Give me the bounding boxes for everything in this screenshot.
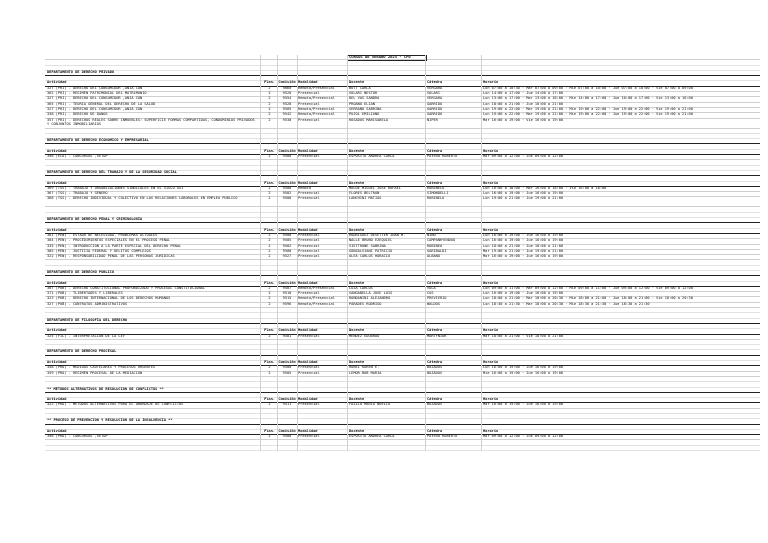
header-actividad: Actividad: [47, 360, 67, 365]
cell-horario: Mar 18:00 a 21:00 · Vie 18:00 a 21:00: [483, 333, 564, 338]
cell-horario: Lun 18:00 a 21:00 · Jue 18:00 a 21:00: [483, 243, 564, 248]
cell-horario: Lun 16:00 a 18:00 · Mar 16:00 a 18:00 · Vie 16:00 a 18:00: [483, 185, 607, 190]
header-actividad: Actividad: [47, 397, 67, 402]
header-catedra: Cátedra: [427, 148, 443, 153]
header-modalidad: Modalidad: [298, 180, 318, 185]
header-plan: Plan.: [264, 80, 275, 85]
cell-plan: 2: [268, 154, 271, 159]
cell-docente: SERRANO SABRINA: [349, 106, 382, 111]
cell-comision: 9530: [282, 117, 292, 122]
header-horario: Horario: [483, 180, 499, 185]
header-docente: Docente: [349, 280, 365, 285]
cell-horario: Lun 09:00 a 11:00 · Mar 09:00 a 12:00 · Mie 09:00 a 11:00 · Jue 09:00 a 12:00 · Vie 09:00 a 12:00: [483, 285, 693, 290]
header-comision: Comisión: [278, 227, 296, 232]
header-comision: Comisión: [278, 360, 296, 365]
header-docente: Docente: [349, 148, 365, 153]
section-name: DEPARTAMENTO DE FILOSOFÍA DEL DERECHO: [47, 317, 128, 322]
cell-comision: 9500: [282, 434, 292, 439]
cell-comision: 9528: [282, 101, 292, 106]
header-horario: Horario: [483, 397, 499, 402]
cell-comision: 9527: [282, 254, 292, 259]
header-horario: Horario: [483, 148, 499, 153]
header-plan: Plan.: [264, 328, 275, 333]
cell-horario: Lun 07:00 a 10:30 · Mar 07:00 a 09:00 · Mie 07:00 a 10:00 · Jue 07:00 a 10:00 · Vie 07:00 a 09:00: [483, 85, 693, 90]
cell-comision: 9554: [282, 96, 292, 101]
cell-modalidad: Presencial: [298, 243, 320, 248]
cell-catedra: ALBANO: [427, 254, 440, 259]
cell-docente: OLEA CARLOS HORACIO: [349, 254, 391, 259]
cell-modalidad: Remota/Presencial: [298, 112, 335, 117]
cell-comision: 9510: [282, 291, 292, 296]
cell-horario: Mar 09:00 a 12:00 · Jue 09:00 a 12:00: [483, 154, 564, 159]
header-plan: Plan.: [264, 227, 275, 232]
cell-horario: Lun 13:00 a 17:00 · Mar 13:00 a 16:00 · Mie 14:00 a 17:00 · Jue 10:00 a 17:00 · Vie 13:00 a 16:00: [483, 96, 693, 101]
cell-docente: FLORES BELTRÁN: [349, 191, 380, 196]
cell-catedra: GARRIDO: [427, 112, 443, 117]
cell-docente: LEMOR BOB MARIA: [349, 370, 382, 375]
header-comision: Comisión: [278, 80, 296, 85]
header-actividad: Actividad: [47, 328, 67, 333]
cell-actividad: 323 (PUB) - DERECHO INTERNACIONAL DE LOS DERECHOS HUMANOS: [47, 296, 171, 301]
cell-actividad: 322 (PRO) - MÉTODOS ALTERNATIVOS PARA EL ABORDAJE DE CONFLICTOS: [47, 402, 184, 407]
header-docente: Docente: [349, 397, 365, 402]
cell-horario: Mar 09:00 a 12:00 · Jue 09:00 a 12:00: [483, 434, 564, 439]
cell-catedra: BOZADOS: [427, 370, 443, 375]
cell-horario: Mar 16:00 a 19:00 · Jue 16:00 a 19:00: [483, 402, 564, 407]
cell-docente: MALDE MIGUEL JOSE RAFAEL: [349, 185, 401, 190]
header-actividad: Actividad: [47, 428, 67, 433]
cell-modalidad: Presencial: [298, 291, 320, 296]
header-modalidad: Modalidad: [298, 428, 318, 433]
cell-catedra: SOLARI: [427, 91, 440, 96]
cell-comision: 9515: [282, 296, 292, 301]
cell-horario: Lun 18:00 a 21:00 · Jue 18:00 a 21:00: [483, 101, 564, 106]
cell-modalidad: Presencial: [298, 101, 320, 106]
cell-modalidad: Remota/Presencial: [298, 85, 335, 90]
header-catedra: Cátedra: [427, 428, 443, 433]
cell-catedra: WALDOS: [427, 301, 440, 306]
cell-plan: 2: [268, 285, 271, 290]
cell-actividad: 371 (PUB) - TLIBERTADES Y LIBERALES: [47, 291, 123, 296]
cell-comision: 9500: [282, 248, 292, 253]
cell-docente: MENDEZ EDUARDO: [349, 333, 380, 338]
header-horario: Horario: [483, 428, 499, 433]
cell-catedra: SIMONDELLI: [427, 191, 449, 196]
cell-docente: DEL VAS SANDRA: [349, 96, 380, 101]
blank-row: [45, 446, 760, 451]
cell-actividad: 384 (PEN) - PROCEDIMIENTOS ESPECIALES EN EL PROCESO PENAL: [47, 238, 171, 243]
cell-catedra: RUBINELO: [427, 196, 445, 201]
cell-modalidad: Presencial: [298, 434, 320, 439]
cell-docente: SANGABELLA JOSE LUIS: [349, 291, 393, 296]
cell-catedra: ROBINEO: [427, 243, 443, 248]
cell-modalidad: Presencial: [298, 196, 320, 201]
cell-catedra: GARRIDO: [427, 101, 443, 106]
header-comision: Comisión: [278, 428, 296, 433]
cell-horario: Lun 18:00 a 21:00 · Mar 18:00 a 20:30 · Mie 18:00 a 21:00 · Jue 18:00 a 21:00 · Vie 18:00 a 20:30: [483, 296, 693, 301]
header-modalidad: Modalidad: [298, 360, 318, 365]
header-catedra: Cátedra: [427, 280, 443, 285]
cell-catedra: MARTYNIUK: [427, 333, 447, 338]
cell-catedra: GARRIDO: [427, 106, 443, 111]
cell-comision: 9511: [282, 402, 292, 407]
cell-plan: 2: [268, 254, 271, 259]
cell-modalidad: Presencial: [298, 191, 320, 196]
cell-catedra: PAYERO ROBERTO: [427, 434, 458, 439]
cell-comision: 9500: [282, 365, 292, 370]
section-name: DEPARTAMENTO DE DERECHO PROCESAL: [47, 349, 117, 354]
cell-plan: 2: [268, 101, 271, 106]
cell-horario: Lun 14:00 a 17:00 · Jue 14:00 a 17:00: [483, 91, 564, 96]
cell-catedra: VERGARA: [427, 85, 443, 90]
cell-catedra: VERGARA: [427, 96, 443, 101]
cell-modalidad: Presencial: [298, 117, 320, 122]
cell-comision: 9542: [282, 112, 292, 117]
header-docente: Docente: [349, 328, 365, 333]
cell-comision: 9060: [282, 85, 292, 90]
cell-actividad: 362 (PRI) - REGIMEN PATRIMONIAL DEL MATRIMONIO: [47, 91, 147, 96]
cell-horario: Lun 19:00 a 22:00 · Mar 19:00 a 21:00 · Mie 19:00 a 22:00 · Jue 19:00 a 22:00 · Vie 19:00 a 21:00: [483, 112, 693, 117]
header-comision: Comisión: [278, 148, 296, 153]
cell-docente: PROANO ELIAN: [349, 101, 375, 106]
cell-comision: 9507: [282, 285, 292, 290]
cell-docente: BOTT CARLA: [349, 85, 371, 90]
cell-comision: 9502: [282, 243, 292, 248]
cell-catedra: BOZADOS: [427, 402, 443, 407]
cell-docente: RODRIGUEZ DESETTER JUAN M.: [349, 232, 406, 237]
header-actividad: Actividad: [47, 80, 67, 85]
header-modalidad: Modalidad: [298, 227, 318, 232]
cell-actividad: 398 (PRO) - CONCURSOS ,SETOP: [47, 434, 108, 439]
cell-modalidad: Remota/Presencial: [298, 285, 335, 290]
cell-plan: 2: [268, 185, 271, 190]
cell-catedra: NIPER: [427, 117, 438, 122]
cell-actividad: 307 (PUB) - DERECHO CONSTITUCIONAL PROFUNDIZADO Y PROCESAL CONSTITUCIONAL: [47, 285, 205, 290]
cell-docente: PARADES RODRIGO: [349, 301, 382, 306]
cell-comision: 9596: [282, 301, 292, 306]
header-comision: Comisión: [278, 180, 296, 185]
cell-actividad: 327 (PUB) - CONTRATOS ADMINISTRATIVOS: [47, 301, 128, 306]
cell-comision: 9502: [282, 191, 292, 196]
cell-modalidad: Presencial: [298, 248, 320, 253]
header-horario: Horario: [483, 328, 499, 333]
header-catedra: Cátedra: [427, 180, 443, 185]
cell-modalidad: Remota/Presencial: [298, 106, 335, 111]
cell-actividad: 325 (FIL) - INTERPRETACIÓN DE LA LEY: [47, 333, 125, 338]
cell-horario: Mar 19:00 a 21:00 · Jue 19:00 a 21:00: [483, 248, 564, 253]
cell-modalidad: Presencial: [298, 91, 320, 96]
header-plan: Plan.: [264, 397, 275, 402]
cell-modalidad: Presencial: [298, 154, 320, 159]
cell-docente: PUJOL EMILIANO: [349, 112, 380, 117]
cell-docente: ROBEL KAREN E.: [349, 365, 380, 370]
cell-actividad: 358 (PRO) - MEDIDAS CAUTELARES Y PROCESOS URGENTES: [47, 365, 156, 370]
header-comision: Comisión: [278, 397, 296, 402]
header-actividad: Actividad: [47, 148, 67, 153]
cell-comision: 9500: [282, 232, 292, 237]
header-actividad: Actividad: [47, 280, 67, 285]
header-comision: Comisión: [278, 280, 296, 285]
cell-docente: NALLE BRUNO EZEQUIEL: [349, 238, 393, 243]
cell-plan: 2: [268, 370, 271, 375]
cell-plan: 2: [268, 196, 271, 201]
cell-modalidad: Presencial: [298, 254, 320, 259]
cell-actividad: 322 (PEN) - RESPONSABILIDAD PENAL DE LAS PERSONAS JURÍDICAS: [47, 254, 175, 259]
cell-actividad: 327 (PRI) - DERECHO DEL CONSUMIDOR ,ANIA CON: [47, 85, 143, 90]
cell-docente: GONZALVIANI PATRICIO: [349, 248, 393, 253]
cell-horario: Mie 16:00 a 19:00 · Jue 16:00 a 19:00: [483, 370, 564, 375]
cell-comision: 9500: [282, 185, 292, 190]
header-docente: Docente: [349, 360, 365, 365]
cell-docente: FAZZIO MARIA NOELIA: [349, 402, 391, 407]
cell-actividad: 335 (PEN) - INTRODUCCIÓN A LA PARTE ESPECIAL DEL DERECHO PENAL: [47, 243, 182, 248]
cell-horario: Mar 16:00 a 19:00 · Vie 16:00 a 19:00: [483, 117, 564, 122]
cell-horario: Lun 16:00 a 19:00 · Jue 16:00 a 19:00: [483, 191, 564, 196]
cell-comision: 9500: [282, 154, 292, 159]
section-name: DEPARTAMENTO DE DERECHO PENAL Y CRIMINOLOGÍA: [47, 217, 143, 222]
cell-plan: 2: [268, 333, 271, 338]
header-docente: Docente: [349, 80, 365, 85]
cell-comision: 9501: [282, 333, 292, 338]
cell-plan: 2: [268, 85, 271, 90]
cell-docente: ESPOSITO ANDREA CARLA: [349, 434, 395, 439]
header-actividad: Actividad: [47, 227, 67, 232]
cell-plan: 2: [268, 117, 271, 122]
grid-line: [277, 55, 278, 451]
grid-line: [481, 55, 482, 451]
cell-plan: 2: [268, 191, 271, 196]
cell-actividad: 369 (TSS) - TRABAJO Y ORGANIZACIONES SINDICALES EN EL SIGLO XXI: [47, 185, 184, 190]
cell-actividad: 359 (PRO) - RÉGIMEN PROCESAL DE LA MEDIACIÓN: [47, 370, 143, 375]
grid-line: [297, 55, 298, 451]
cell-horario: Mar 16:00 a 19:00 · Jue 16:00 a 19:00: [483, 254, 564, 259]
cell-actividad: 357 (PRI) - DERECHOS REALES SOBRE INMUEBLES: SUPERFICIE FORMAS COMPARTIDAS, CONDOMINIOS PRIVADOS Y CONJUNTOS INMOBILIARIOS: [47, 117, 255, 126]
cell-modalidad: Presencial: [298, 333, 320, 338]
section-name: DEPARTAMENTO DE DERECHO ECONÓMICO Y EMPRESARIAL: [47, 138, 149, 143]
header-modalidad: Modalidad: [298, 80, 318, 85]
cell-catedra: CAS: [427, 291, 434, 296]
cell-plan: 2: [268, 91, 271, 96]
cell-plan: 2: [268, 96, 271, 101]
header-modalidad: Modalidad: [298, 328, 318, 333]
cell-docente: LANCHINI MATIAS: [349, 196, 382, 201]
cell-comision: 9500: [282, 196, 292, 201]
cell-plan: 2: [268, 112, 271, 117]
cell-comision: 9505: [282, 106, 292, 111]
cell-plan: 2: [268, 365, 271, 370]
header-catedra: Cátedra: [427, 397, 443, 402]
cell-modalidad: Remota: [298, 185, 311, 190]
header-modalidad: Modalidad: [298, 397, 318, 402]
cell-catedra: GARIBALDI: [427, 248, 447, 253]
cell-actividad: 368 (TSS) - DERECHO INDIVIDUAL Y COLECTIVO EN LAS RELACIONES LABORALES EN EMPLEO PÚBLICO: [47, 196, 238, 201]
cell-plan: 2: [268, 301, 271, 306]
header-plan: Plan.: [264, 428, 275, 433]
header-modalidad: Modalidad: [298, 148, 318, 153]
section-name: ** MÉTODOS ALTERNATIVOS DE RESOLUCIÓN DE CONFLICTOS **: [47, 386, 164, 391]
grid-line: [347, 55, 348, 451]
section-name: DEPARTAMENTO DE DERECHO DEL TRABAJO Y DE LA SEGURIDAD SOCIAL: [47, 169, 177, 174]
cell-modalidad: Remota/Presencial: [298, 296, 335, 301]
cell-comision: 9520: [282, 91, 292, 96]
cell-actividad: 365 (PRI) - TEORIA GENERAL DEL DERECHO DE LA SALUD: [47, 101, 156, 106]
cell-catedra: VOLA: [427, 285, 436, 290]
header-plan: Plan.: [264, 360, 275, 365]
cell-docente: SOLARI NESTOR: [349, 91, 378, 96]
cell-horario: Lun 18:30 a 21:30 · Mar 18:00 a 20:30 · Mie 18:30 a 21:30 · Jue 18:30 a 21:30: [483, 301, 650, 306]
cell-comision: 9505: [282, 238, 292, 243]
header-docente: Docente: [349, 227, 365, 232]
header-catedra: Cátedra: [427, 227, 443, 232]
cell-catedra: BOZADOS: [427, 365, 443, 370]
cell-plan: 2: [268, 291, 271, 296]
cell-catedra: CAMPANHYENDUO: [427, 238, 456, 243]
cell-plan: 2: [268, 238, 271, 243]
header-docente: Docente: [349, 180, 365, 185]
cell-actividad: 367 (TSS) - TRABAJO Y GÉNERO: [47, 191, 108, 196]
cell-docente: LOZA CARLOS: [349, 285, 373, 290]
cell-actividad: 338 (PRI) - DERECHO DE DAÑOS: [47, 112, 108, 117]
cell-modalidad: Presencial: [298, 402, 320, 407]
grid-line: [260, 55, 261, 451]
cell-catedra: RUBINELO: [427, 185, 445, 190]
cell-docente: ESPOSITO ANDREA CARLA: [349, 154, 395, 159]
cell-plan: 2: [268, 106, 271, 111]
cell-plan: 2: [268, 243, 271, 248]
cell-docente: VIETTRONE SABRINA: [349, 243, 386, 248]
grid-line: [425, 55, 426, 451]
cell-horario: Lun 19:00 a 22:00 · Mar 19:00 a 21:00 · Mie 19:00 a 22:00 · Jue 19:00 a 22:00 · Vie 19:00 a 21:00: [483, 106, 693, 111]
cell-modalidad: Remota/Presencial: [298, 96, 335, 101]
header-plan: Plan.: [264, 180, 275, 185]
header-horario: Horario: [483, 280, 499, 285]
cell-modalidad: Presencial: [298, 365, 320, 370]
cell-catedra: PREVIERIO: [427, 296, 447, 301]
cell-plan: 2: [268, 402, 271, 407]
cell-comision: 9505: [282, 370, 292, 375]
cell-plan: 2: [268, 434, 271, 439]
header-horario: Horario: [483, 360, 499, 365]
header-plan: Plan.: [264, 148, 275, 153]
cell-horario: Lun 16:00 a 19:00 · Jue 16:00 a 19:00: [483, 365, 564, 370]
cell-modalidad: Presencial: [298, 232, 320, 237]
cell-catedra: NINO: [427, 232, 436, 237]
spreadsheet: [45, 55, 760, 451]
cell-actividad: 398 (ECO) - CONCURSOS ,SETOP: [47, 154, 108, 159]
header-plan: Plan.: [264, 280, 275, 285]
header-catedra: Cátedra: [427, 80, 443, 85]
cell-plan: 2: [268, 248, 271, 253]
cell-horario: Lun 19:00 a 21:00 · Jue 19:00 a 21:00: [483, 196, 564, 201]
cell-actividad: 327 (PRI) - DERECHO DEL CONSUMIDOR ,ANIA CON: [47, 106, 143, 111]
header-catedra: Cátedra: [427, 328, 443, 333]
cell-horario: Lun 16:00 a 19:00 · Jue 16:00 a 19:00: [483, 238, 564, 243]
cell-horario: Lun 16:00 a 19:00 · Jue 16:00 a 19:00: [483, 291, 564, 296]
section-name: DEPARTAMENTO DE DERECHO PRIVADO: [47, 69, 115, 74]
cell-docente: RONDANINI ALEJANDRO: [349, 296, 391, 301]
header-horario: Horario: [483, 227, 499, 232]
cell-actividad: 385 (PEN) - JUSTICIA FEDERAL Y DELITOS COMPLEJOS: [47, 248, 151, 253]
cell-modalidad: Remota/Presencial: [298, 301, 335, 306]
table-row: [45, 197, 760, 207]
section-name: ** PROCESO DE PREVENCIÓN Y RESOLUCIÓN DE LA INSOLVENCIA **: [47, 418, 173, 423]
cell-actividad: 381 (PEN) - ESTADO DE NECESIDAD, PROBLEMAS ACTUALES: [47, 232, 158, 237]
cell-catedra: PAYERO ROBERTO: [427, 154, 458, 159]
cell-docente: ROSADOS MARISABELA: [349, 117, 388, 122]
cell-plan: 2: [268, 296, 271, 301]
header-actividad: Actividad: [47, 180, 67, 185]
header-catedra: Cátedra: [427, 360, 443, 365]
header-comision: Comisión: [278, 328, 296, 333]
header-modalidad: Modalidad: [298, 280, 318, 285]
page-title: CURSOS DE VERANO 2025 - CPO: [349, 54, 411, 59]
cell-modalidad: Presencial: [298, 238, 320, 243]
section-name: DEPARTAMENTO DE DERECHO PÚBLICO: [47, 269, 115, 274]
cell-plan: 2: [268, 232, 271, 237]
table-row: [45, 119, 760, 129]
cell-actividad: 327 (PRI) - DERECHO DEL CONSUMIDOR ,ANIA CON: [47, 96, 143, 101]
cell-modalidad: Presencial: [298, 370, 320, 375]
cell-horario: Lun 16:00 a 19:00 · Jue 16:00 a 19:00: [483, 232, 564, 237]
header-horario: Horario: [483, 80, 499, 85]
header-docente: Docente: [349, 428, 365, 433]
